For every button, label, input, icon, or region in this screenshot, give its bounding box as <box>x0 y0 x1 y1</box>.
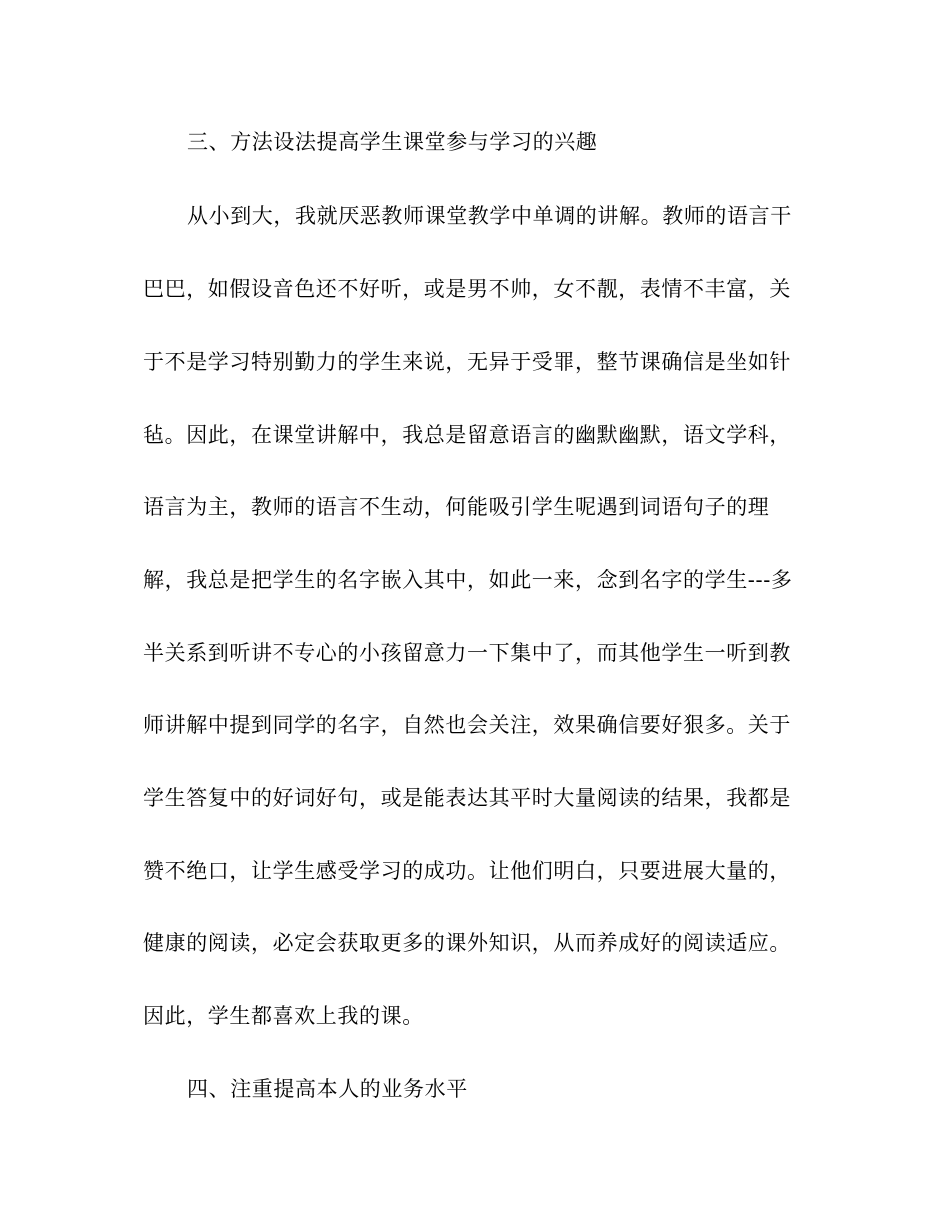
paragraph-line: 解，我总是把学生的名字嵌入其中，如此一来，念到名字的学生---多 <box>143 568 793 592</box>
paragraph-line: 半关系到听讲不专心的小孩留意力一下集中了，而其他学生一听到教 <box>143 641 791 665</box>
section-heading-3: 三、方法设法提高学生课堂参与学习的兴趣 <box>187 130 598 154</box>
section-heading-4: 四、注重提高本人的业务水平 <box>187 1077 468 1101</box>
paragraph-line: 健康的阅读，必定会获取更多的课外知识，从而养成好的阅读适应。 <box>143 931 791 955</box>
paragraph-line: 赞不绝口，让学生感受学习的成功。让他们明白，只要进展大量的， <box>143 859 791 883</box>
paragraph-line: 因此，学生都喜欢上我的课。 <box>143 1004 424 1028</box>
paragraph-line: 学生答复中的好词好句，或是能表达其平时大量阅读的结果，我都是 <box>143 786 791 810</box>
paragraph-line: 师讲解中提到同学的名字，自然也会关注，效果确信要好狠多。关于 <box>143 713 791 737</box>
paragraph-line: 于不是学习特别勤力的学生来说，无异于受罪，整节课确信是坐如针 <box>143 350 791 374</box>
paragraph-line: 从小到大，我就厌恶教师课堂教学中单调的讲解。教师的语言干 <box>187 204 792 228</box>
paragraph-line: 语言为主，教师的语言不生动，何能吸引学生呢遇到词语句子的理 <box>143 495 770 519</box>
paragraph-line: 毡。因此，在课堂讲解中，我总是留意语言的幽默幽默，语文学科， <box>143 423 791 447</box>
paragraph-line: 巴巴，如假设音色还不好听，或是男不帅，女不靓，表情不丰富，关 <box>143 277 791 301</box>
